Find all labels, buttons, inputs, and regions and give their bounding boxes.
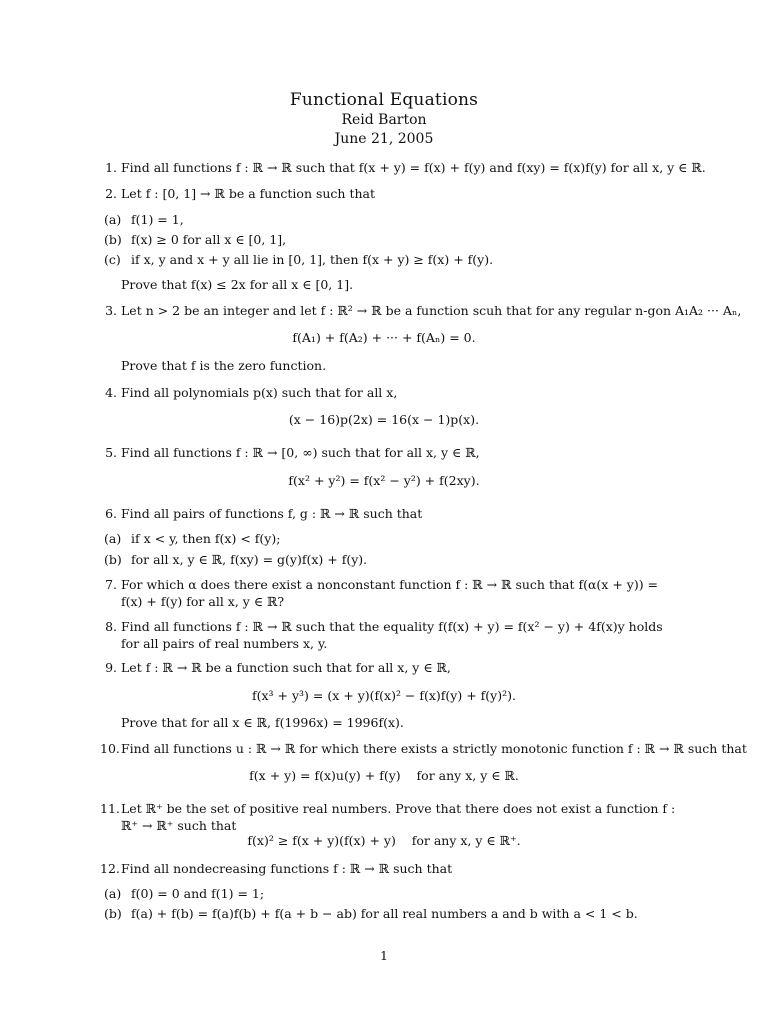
condition-label: (c) <box>104 252 121 267</box>
document-author: Reid Barton <box>341 112 427 128</box>
display-equation: (x − 16)p(2x) = 16(x − 1)p(x). <box>288 412 480 427</box>
display-equation: f(x³ + y³) = (x + y)(f(x)² − f(x)f(y) + f(y)²). <box>252 688 516 703</box>
problem-text: Find all nondecreasing functions f : ℝ → ℝ such that <box>121 861 453 876</box>
document-title: Functional Equations <box>289 90 479 110</box>
condition-label: (b) <box>104 552 122 567</box>
problem-number: 8. <box>105 619 117 634</box>
problem-text: For which α does there exist a nonconstant function f : ℝ → ℝ such that f(α(x + y)) = f(x) + f(y) for all x, y ∈ ℝ? <box>121 577 659 609</box>
problem-text: Find all polynomials p(x) such that for all x, <box>121 385 398 400</box>
problem-conclusion: Prove that f(x) ≤ 2x for all x ∈ [0, 1]. <box>121 277 354 292</box>
problem-text: Find all functions f : ℝ → ℝ such that the equality f(f(x) + y) = f(x² − y) + 4f(x)y holds for all pairs of real numbers x, y. <box>121 619 663 651</box>
problem-number: 9. <box>105 660 117 675</box>
display-equation: f(x + y) = f(x)u(y) + f(y) for any x, y ∈ ℝ. <box>249 768 519 783</box>
problem-text: Let f : ℝ → ℝ be a function such that for all x, y ∈ ℝ, <box>121 660 451 675</box>
problem-number: 5. <box>105 445 117 460</box>
condition-label: (a) <box>104 886 122 901</box>
document-date: June 21, 2005 <box>334 131 434 147</box>
display-equation: f(x² + y²) = f(x² − y²) + f(2xy). <box>288 473 480 488</box>
problem-number: 2. <box>105 186 117 201</box>
condition-label: (a) <box>104 531 122 546</box>
problem-number: 11. <box>100 801 120 816</box>
condition-text: if x, y and x + y all lie in [0, 1], then f(x + y) ≥ f(x) + f(y). <box>131 252 494 267</box>
problem-text: Let f : [0, 1] → ℝ be a function such that <box>121 186 376 201</box>
display-equation: f(A₁) + f(A₂) + ··· + f(Aₙ) = 0. <box>292 330 476 345</box>
condition-label: (a) <box>104 212 122 227</box>
problem-conclusion: Prove that for all x ∈ ℝ, f(1996x) = 1996f(x). <box>121 715 404 730</box>
problem-text: Find all pairs of functions f, g : ℝ → ℝ such that <box>121 506 423 521</box>
condition-text: f(a) + f(b) = f(a)f(b) + f(a + b − ab) for all real numbers a and b with a < 1 < b. <box>131 906 638 921</box>
problem-number: 12. <box>100 861 120 876</box>
problem-number: 1. <box>105 160 117 175</box>
problem-text: Let n > 2 be an integer and let f : ℝ² → ℝ be a function scuh that for any regular n-gon A₁A₂ ··· Aₙ, <box>121 303 742 318</box>
problem-number: 10. <box>100 741 120 756</box>
problem-text: Find all functions f : ℝ → [0, ∞) such that for all x, y ∈ ℝ, <box>121 445 480 460</box>
condition-text: f(x) ≥ 0 for all x ∈ [0, 1], <box>131 232 287 247</box>
problem-number: 6. <box>105 506 117 521</box>
problem-conclusion: Prove that f is the zero function. <box>121 358 327 373</box>
condition-text: f(1) = 1, <box>131 212 184 227</box>
condition-text: if x < y, then f(x) < f(y); <box>131 531 281 546</box>
problem-text: Let ℝ⁺ be the set of positive real numbers. Prove that there does not exist a function f : ℝ⁺ → ℝ⁺ such that <box>121 801 676 833</box>
problem-text: Find all functions u : ℝ → ℝ for which there exists a strictly monotonic function f : ℝ → ℝ such that <box>121 741 747 756</box>
page-number: 1 <box>380 948 388 963</box>
display-equation: f(x)² ≥ f(x + y)(f(x) + y) for any x, y ∈ ℝ⁺. <box>247 833 521 848</box>
condition-text: f(0) = 0 and f(1) = 1; <box>131 886 265 901</box>
condition-text: for all x, y ∈ ℝ, f(xy) = g(y)f(x) + f(y). <box>131 552 368 567</box>
condition-label: (b) <box>104 906 122 921</box>
problem-text: Find all functions f : ℝ → ℝ such that f(x + y) = f(x) + f(y) and f(xy) = f(x)f(y) for all x, y ∈ ℝ. <box>121 160 706 175</box>
problem-number: 4. <box>105 385 117 400</box>
problem-number: 7. <box>105 577 117 592</box>
condition-label: (b) <box>104 232 122 247</box>
problem-number: 3. <box>105 303 117 318</box>
